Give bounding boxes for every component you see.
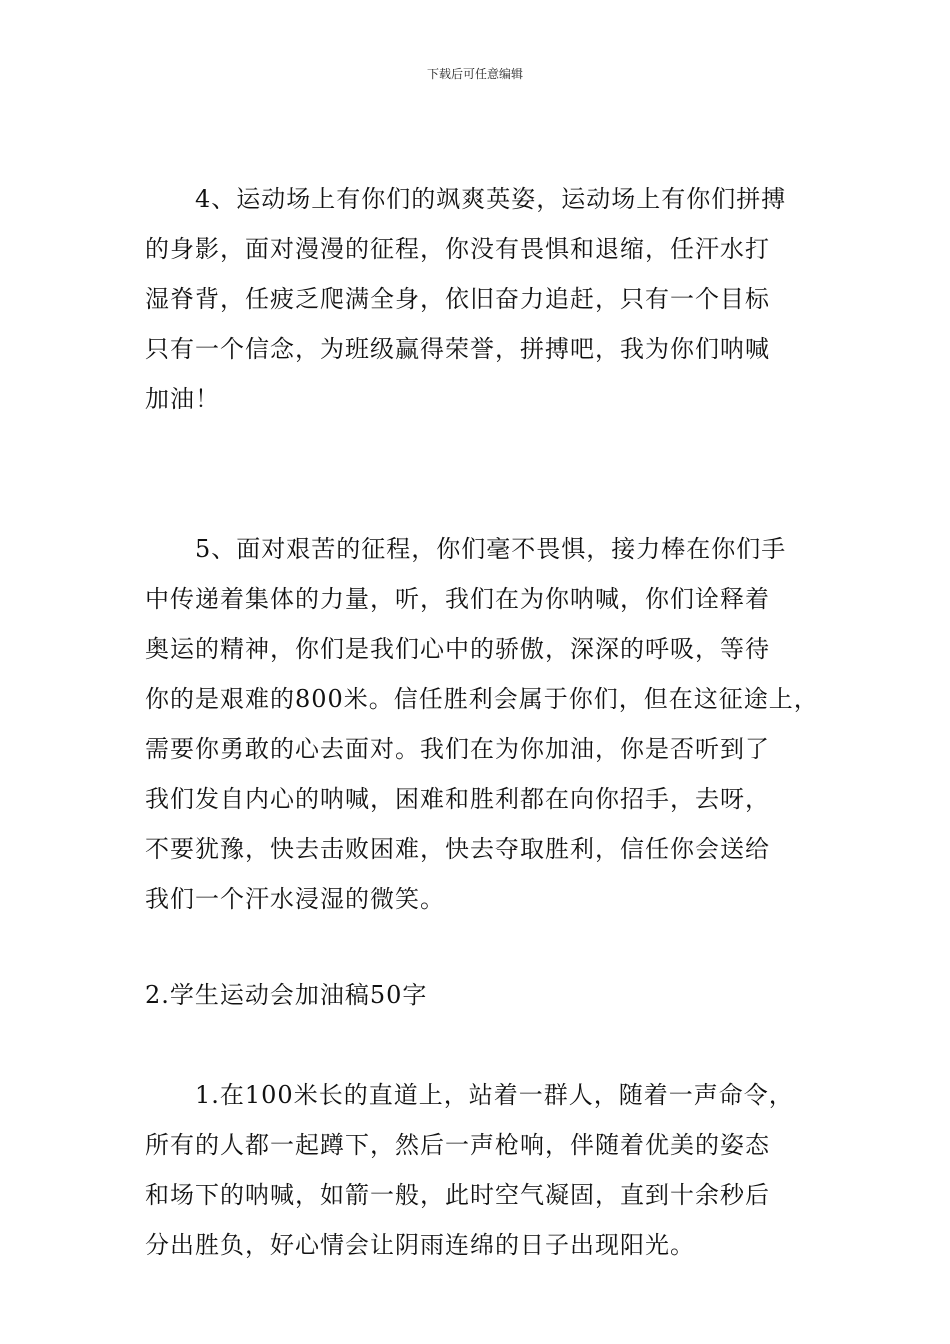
paragraph-line: 不要犹豫，快去击败困难，快去夺取胜利，信任你会送给: [145, 835, 770, 863]
paragraph-line: 我们一个汗水浸湿的微笑。: [145, 885, 445, 913]
paragraph-spacer: [145, 924, 835, 970]
paragraph-spacer: [145, 424, 835, 474]
header-note: 下载后可任意编辑: [426, 67, 523, 81]
paragraph-line: 所有的人都一起蹲下，然后一声枪响，伴随着优美的姿态: [145, 1131, 770, 1159]
paragraph-line: 只有一个信念，为班级赢得荣誉，拼搏吧，我为你们呐喊: [145, 335, 770, 363]
document-body: [145, 174, 835, 1270]
paragraph-spacer: [145, 474, 835, 524]
paragraph-line: 需要你勇敢的心去面对。我们在为你加油，你是否听到了: [145, 735, 770, 763]
paragraph-line: 中传递着集体的力量，听，我们在为你呐喊，你们诠释着: [145, 585, 770, 613]
paragraph-1: [145, 1070, 835, 1270]
paragraph-line: 你的是艰难的800米。信任胜利会属于你们，但在这征途上，: [145, 685, 819, 713]
paragraph-line: 4、运动场上有你们的飒爽英姿，运动场上有你们拼搏: [195, 185, 787, 213]
paragraph-4: [145, 174, 835, 424]
paragraph-line: 奥运的精神，你们是我们心中的骄傲，深深的呼吸，等待: [145, 635, 770, 663]
section-heading: 2.学生运动会加油稿50字: [145, 981, 428, 1009]
paragraph-line: 和场下的呐喊，如箭一般，此时空气凝固，直到十余秒后: [145, 1181, 770, 1209]
paragraph-line: 5、面对艰苦的征程，你们毫不畏惧，接力棒在你们手: [195, 535, 787, 563]
paragraph-spacer: [145, 1020, 835, 1070]
paragraph-line: 的身影，面对漫漫的征程，你没有畏惧和退缩，任汗水打: [145, 235, 770, 263]
paragraph-line: 湿脊背，任疲乏爬满全身，依旧奋力追赶，只有一个目标: [145, 285, 770, 313]
paragraph-line: 我们发自内心的呐喊，困难和胜利都在向你招手，去呀，: [145, 785, 770, 813]
paragraph-line: 加油！: [145, 385, 220, 413]
paragraph-5: [145, 524, 835, 924]
paragraph-line: 分出胜负，好心情会让阴雨连绵的日子出现阳光。: [145, 1231, 695, 1259]
paragraph-line: 1.在100米长的直道上，站着一群人，随着一声命令，: [195, 1081, 794, 1109]
